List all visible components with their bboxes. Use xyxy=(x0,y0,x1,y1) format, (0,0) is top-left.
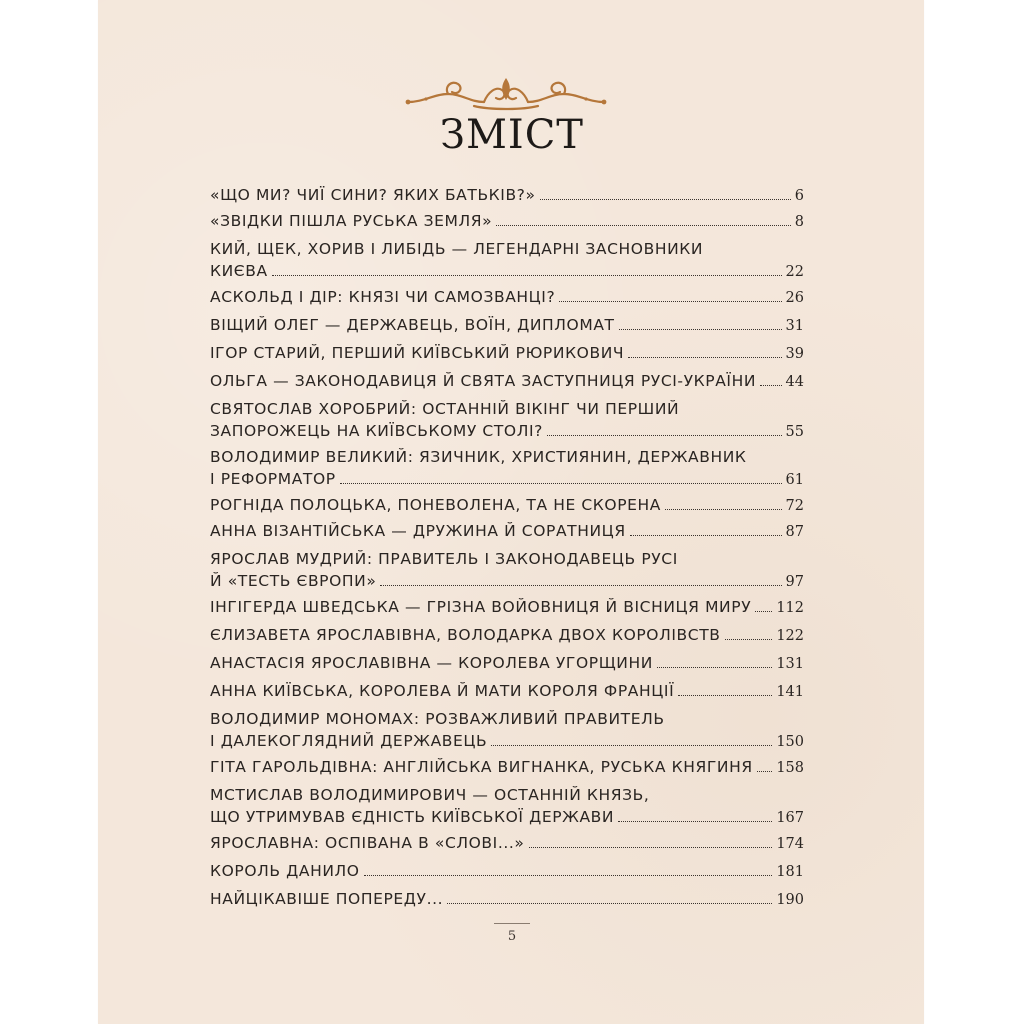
dot-leader xyxy=(618,821,772,822)
toc-entry-title: ГІТА ГАРОЛЬДІВНА: АНГЛІЙСЬКА ВИГНАНКА, РУСЬКА КНЯГИНЯ xyxy=(210,758,753,776)
footer-divider xyxy=(494,923,530,924)
toc-entry-row xyxy=(210,624,804,647)
toc-entry-title-line: СВЯТОСЛАВ ХОРОБРИЙ: ОСТАННІЙ ВІКІНГ ЧИ ПЕРШИЙ xyxy=(210,400,680,418)
toc-entry-title: «ЗВІДКИ ПІШЛА РУСЬКА ЗЕМЛЯ» xyxy=(210,212,493,230)
dot-leader xyxy=(540,199,791,200)
toc-entry xyxy=(210,184,804,207)
toc-entry xyxy=(210,314,804,337)
toc-entry xyxy=(210,238,804,283)
toc-entry-title: РОГНІДА ПОЛОЦЬКА, ПОНЕВОЛЕНА, ТА НЕ СКОРЕНА xyxy=(210,496,662,514)
toc-entry-title: ЩО УТРИМУВАВ ЄДНІСТЬ КИЇВСЬКОЇ ДЕРЖАВИ xyxy=(210,808,615,826)
toc-entry-page: 158 xyxy=(776,760,804,776)
toc-entry-page: 55 xyxy=(785,424,804,440)
toc-entry-title-line: ВОЛОДИМИР ВЕЛИКИЙ: ЯЗИЧНИК, ХРИСТИЯНИН, ДЕРЖАВНИК xyxy=(210,448,747,466)
toc-entry-page: 141 xyxy=(776,684,804,700)
dot-leader xyxy=(725,639,773,640)
toc-entry xyxy=(210,520,804,543)
toc-entry-row xyxy=(210,260,804,283)
dot-leader xyxy=(628,357,781,358)
toc-entry-row xyxy=(210,652,804,675)
toc-entry-page: 167 xyxy=(776,810,804,826)
dot-leader xyxy=(491,745,772,746)
dot-leader xyxy=(760,385,782,386)
toc-entry-page: 112 xyxy=(776,600,804,616)
toc-entry-page: 174 xyxy=(776,836,804,852)
dot-leader xyxy=(665,509,782,510)
toc-entry-row xyxy=(210,806,804,829)
toc-entry-row xyxy=(210,680,804,703)
dot-leader xyxy=(272,275,782,276)
toc-entry-page: 87 xyxy=(785,524,804,540)
toc-entry-title: ІНГІГЕРДА ШВЕДСЬКА — ГРІЗНА ВОЙОВНИЦЯ Й ВІСНИЦЯ МИРУ xyxy=(210,598,752,616)
toc-entry xyxy=(210,888,804,911)
toc-entry-title: КОРОЛЬ ДАНИЛО xyxy=(210,862,360,880)
toc-entry xyxy=(210,832,804,855)
toc-entry-row xyxy=(210,370,804,393)
toc-entry-row xyxy=(210,420,804,443)
toc-entry-page: 122 xyxy=(776,628,804,644)
toc-entry-title: АННА КИЇВСЬКА, КОРОЛЕВА Й МАТИ КОРОЛЯ ФРАНЦІЇ xyxy=(210,682,675,700)
toc-entry xyxy=(210,680,804,703)
dot-leader xyxy=(755,611,772,612)
toc-entry xyxy=(210,370,804,393)
toc-entry-row xyxy=(210,520,804,543)
toc-entry-row xyxy=(210,494,804,517)
dot-leader xyxy=(340,483,782,484)
toc-entry-title: ЯРОСЛАВНА: ОСПІВАНА В «СЛОВІ...» xyxy=(210,834,525,852)
dot-leader xyxy=(657,667,772,668)
toc-entry xyxy=(210,548,804,593)
toc-entry-title-line: ЯРОСЛАВ МУДРИЙ: ПРАВИТЕЛЬ І ЗАКОНОДАВЕЦЬ РУСІ xyxy=(210,550,678,568)
toc-entry-title: КИЄВА xyxy=(210,262,268,280)
dot-leader xyxy=(630,535,782,536)
toc-entry-row xyxy=(210,184,804,207)
dot-leader xyxy=(380,585,781,586)
flourish-ornament-icon xyxy=(404,72,608,112)
toc-entry-title: АСКОЛЬД І ДІР: КНЯЗІ ЧИ САМОЗВАНЦІ? xyxy=(210,288,556,306)
toc-entry xyxy=(210,624,804,647)
toc-entry-page: 22 xyxy=(785,264,804,280)
toc-entry xyxy=(210,652,804,675)
toc-entry xyxy=(210,286,804,309)
toc-entry-title-line: КИЙ, ЩЕК, ХОРИВ І ЛИБІДЬ — ЛЕГЕНДАРНІ ЗАСНОВНИКИ xyxy=(210,240,704,258)
toc-entry-page: 8 xyxy=(794,214,804,230)
dot-leader xyxy=(757,771,773,772)
toc-entry-title: І ДАЛЕКОГЛЯДНИЙ ДЕРЖАВЕЦЬ xyxy=(210,732,488,750)
toc-entry-page: 39 xyxy=(785,346,804,362)
toc-entry-row xyxy=(210,314,804,337)
toc-entry-row xyxy=(210,596,804,619)
dot-leader xyxy=(678,695,772,696)
toc-entry-title: І РЕФОРМАТОР xyxy=(210,470,336,488)
toc-entry-page: 26 xyxy=(785,290,804,306)
dot-leader xyxy=(496,225,791,226)
toc-entry-row xyxy=(210,860,804,883)
toc-entry-page: 190 xyxy=(776,892,804,908)
toc-entry xyxy=(210,756,804,779)
toc-entry-page: 181 xyxy=(776,864,804,880)
toc-entry-title: ВІЩИЙ ОЛЕГ — ДЕРЖАВЕЦЬ, ВОЇН, ДИПЛОМАТ xyxy=(210,316,615,334)
toc-entry-row xyxy=(210,756,804,779)
toc-entry-title: ЄЛИЗАВЕТА ЯРОСЛАВІВНА, ВОЛОДАРКА ДВОХ КОРОЛІВСТВ xyxy=(210,626,721,644)
toc-entry-title-line: МСТИСЛАВ ВОЛОДИМИРОВИЧ — ОСТАННІЙ КНЯЗЬ, xyxy=(210,786,650,804)
toc-entry-page: 131 xyxy=(776,656,804,672)
toc-entry-page: 150 xyxy=(776,734,804,750)
toc-entry-title: АНАСТАСІЯ ЯРОСЛАВІВНА — КОРОЛЕВА УГОРЩИНИ xyxy=(210,654,653,672)
toc-entry xyxy=(210,860,804,883)
toc-entry-title: ОЛЬГА — ЗАКОНОДАВИЦЯ Й СВЯТА ЗАСТУПНИЦЯ РУСІ-УКРАЇНИ xyxy=(210,372,757,390)
toc-entry-row xyxy=(210,730,804,753)
dot-leader xyxy=(559,301,781,302)
toc-entry xyxy=(210,446,804,491)
toc-entry-row xyxy=(210,888,804,911)
toc-entry-title: АННА ВІЗАНТІЙСЬКА — ДРУЖИНА Й СОРАТНИЦЯ xyxy=(210,522,626,540)
toc-entry-page: 72 xyxy=(785,498,804,514)
toc-entry-row xyxy=(210,342,804,365)
toc-entry xyxy=(210,784,804,829)
dot-leader xyxy=(529,847,773,848)
toc-entry-page: 31 xyxy=(785,318,804,334)
page-number: 5 xyxy=(507,929,517,944)
toc-entry-row xyxy=(210,468,804,491)
toc-entry-row xyxy=(210,210,804,233)
toc-entry-title: ЗАПОРОЖЕЦЬ НА КИЇВСЬКОМУ СТОЛІ? xyxy=(210,422,543,440)
toc-entry xyxy=(210,494,804,517)
toc-entry-title: «ЩО МИ? ЧИЇ СИНИ? ЯКИХ БАТЬКІВ?» xyxy=(210,186,536,204)
toc-entry-title: НАЙЦІКАВІШЕ ПОПЕРЕДУ... xyxy=(210,890,444,908)
toc-entry-page: 61 xyxy=(785,472,804,488)
toc-entry-title-line: ВОЛОДИМИР МОНОМАХ: РОЗВАЖЛИВИЙ ПРАВИТЕЛЬ xyxy=(210,710,665,728)
toc-entry-title: ІГОР СТАРИЙ, ПЕРШИЙ КИЇВСЬКИЙ РЮРИКОВИЧ xyxy=(210,344,625,362)
toc-entry-row xyxy=(210,570,804,593)
toc-entry-title: Й «ТЕСТЬ ЄВРОПИ» xyxy=(210,572,377,590)
toc-entry xyxy=(210,708,804,753)
toc-entry-page: 44 xyxy=(785,374,804,390)
toc-entry xyxy=(210,596,804,619)
toc-entry xyxy=(210,342,804,365)
dot-leader xyxy=(547,435,782,436)
page-title: ЗМІСТ xyxy=(440,112,584,158)
toc-entry xyxy=(210,210,804,233)
dot-leader xyxy=(447,903,772,904)
toc-entry-page: 97 xyxy=(785,574,804,590)
dot-leader xyxy=(364,875,773,876)
dot-leader xyxy=(619,329,782,330)
toc-entry xyxy=(210,398,804,443)
toc-entry-row xyxy=(210,286,804,309)
toc-entry-page: 6 xyxy=(794,188,804,204)
toc-entry-row xyxy=(210,832,804,855)
